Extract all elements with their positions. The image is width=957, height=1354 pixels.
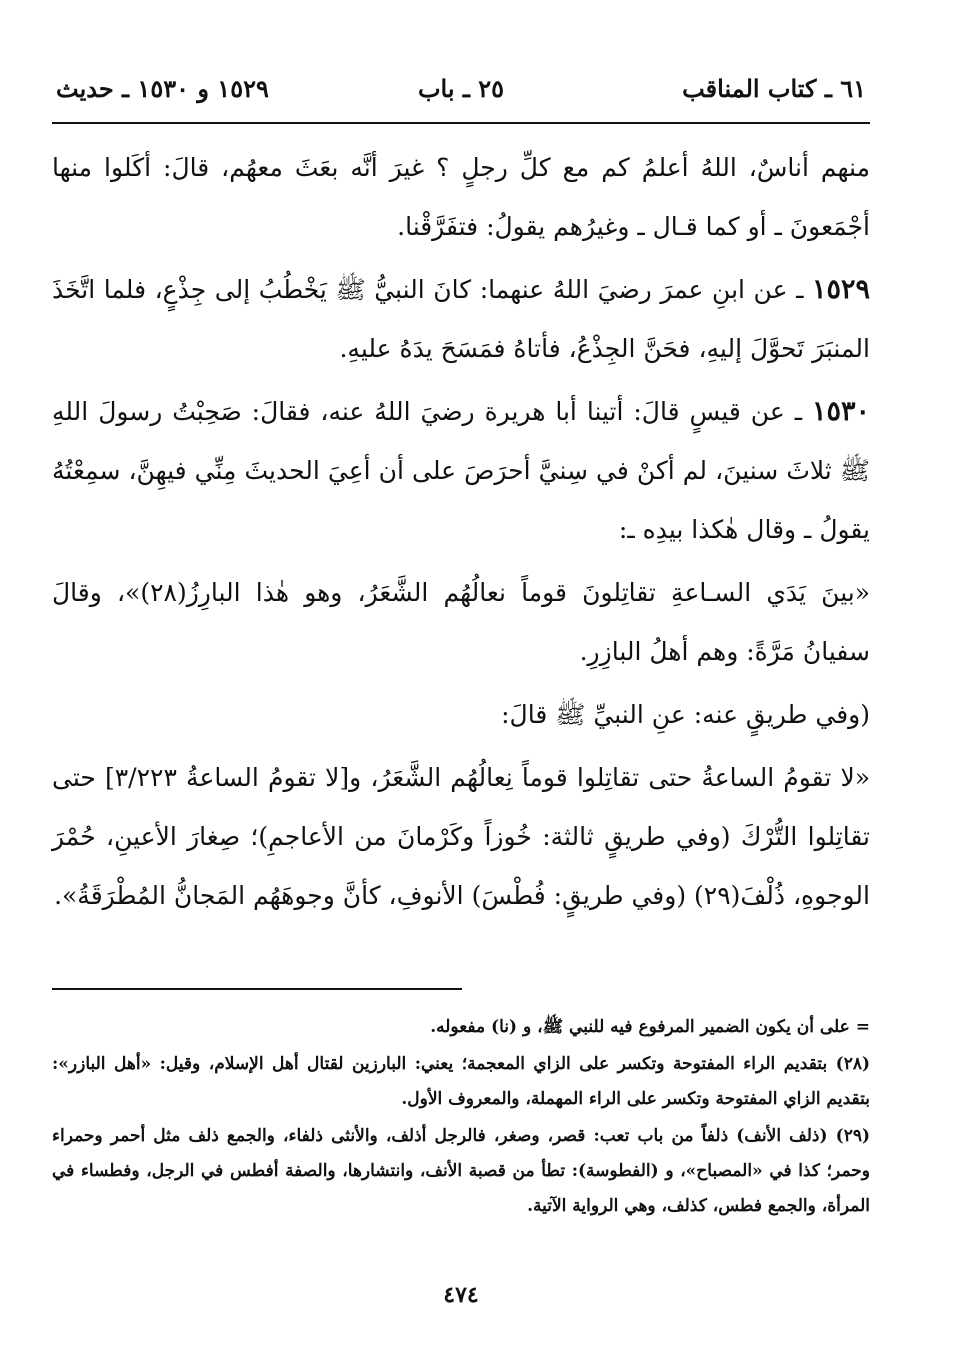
hadith-quote xyxy=(52,563,870,681)
page-number: ٤٧٤ xyxy=(443,1282,479,1308)
header-divider xyxy=(52,122,870,124)
header-chapter: ٦١ ـ كتاب المناقب xyxy=(682,74,866,103)
footnote-29: (٢٩) (ذلف الأنف) ذلفاً من باب تعب: قصر، وصغر، فالرجل أذلف، والأنثى ذلفاء، والجمع ذلف مثل أحمر وحمراء وحمر؛ كذا في «المصباح»، و (الفطوسة): تطأ من قصبة الأنف، وانتشارها، والصفة أفطس في الرجل، وفطساء في المرأة، والجمع فطس، كذلف، وهي الرواية الآتية. xyxy=(52,1126,870,1216)
footnote-continued: = على أن يكون الضمير المرفوع فيه للنبي ﷺ، و (نا) مفعوله. xyxy=(430,1017,870,1037)
paragraph-text: «بينَ يَدَي السـاعةِ تقاتِلونَ قوماً نعالُهُم الشَّعَرُ، وهو هٰذا البارِزُ(٢٨)»، وقالَ سفيانُ مَرَّةً: وهم أهلُ البازِرِ. xyxy=(52,578,871,666)
paragraph-text: ـ عن ابنِ عمرَ رضيَ اللهُ عنهما: كانَ النبيُّ ﷺ يَخْطُبُ إلى جِذْعٍ، فلما اتَّخَذَ المنبَرَ تَحوَّلَ إليهِ، فحَنَّ الجِذْعُ، فأتاهُ فمَسَحَ يدَهُ عليهِ. xyxy=(52,275,870,363)
paragraph-text: «لا تقومُ الساعةُ حتى تقاتِلوا قوماً نِعالُهُم الشَّعَرُ، و[لا تقومُ الساعةُ ٣/٢٢٣] حتى تقاتِلوا التُّرْكَ (وفي طريقٍ ثالثة: خُوزاً وكَرْمانَ من الأعاجمِ)؛ صِغارَ الأعينِ، حُمْرَ الوجوهِ، ذُلْفَ(٢٩) (وفي طريقٍ: فُطْسَ) الأنوفِ، كأنَّ وجوهَهُم المَجانُّ المُطْرَقَةُ». xyxy=(52,763,870,910)
hadith-1529 xyxy=(52,260,870,378)
hadith-1530 xyxy=(52,382,870,559)
running-header xyxy=(52,72,870,106)
book-page xyxy=(52,60,871,1308)
hadith-number: ١٥٢٩ xyxy=(811,274,870,305)
alternate-chain xyxy=(52,685,870,744)
paragraph-text: (وفي طريقٍ عنه: عنِ النبيِّ ﷺ قالَ: xyxy=(501,700,870,729)
main-text xyxy=(52,138,870,929)
paragraph-text: منهم أناسٌ، اللهُ أعلمُ كم مع كلِّ رجلٍ ؟ غيرَ أنَّه بعَثَ معهُم، قالَ: أكَلوا منها أجْمَعونَ ـ أو كما قـال ـ وغيرُهم يقولُ: فتفَرَّقْنا. xyxy=(52,153,870,241)
header-hadith-range: ١٥٢٩ و ١٥٣٠ ـ حديث xyxy=(56,74,269,103)
paragraph-text: ـ عن قيسٍ قالَ: أتينا أبا هريرة رضيَ اللهُ عنه، فقالَ: صَحِبْتُ رسولَ اللهِ ﷺ ثلاثَ سنينَ، لم أكنْ في سِنيَّ أحرَصَ على أن أعِيَ الحديثَ مِنِّي فيهِنَّ، سمِعْتُهُ يقولُ ـ وقال هٰكذا بيدِه ـ: xyxy=(52,397,870,544)
footnote-divider xyxy=(52,988,462,990)
hadith-quote-extended xyxy=(52,748,870,925)
footnote-28: (٢٨) بتقديم الراء المفتوحة وتكسر على الزاي المعجمة؛ يعني: البارزين لقتال أهل الإسلام، وقيل: «أهل البازر»: بتقديم الزاي المفتوحة وتكسر على الراء المهملة، والمعروف الأول. xyxy=(52,1054,870,1109)
header-section: ٢٥ ـ باب xyxy=(417,74,505,103)
footnote-list xyxy=(52,1010,870,1226)
paragraph-continuation xyxy=(52,138,870,256)
hadith-number: ١٥٣٠ xyxy=(811,396,870,427)
